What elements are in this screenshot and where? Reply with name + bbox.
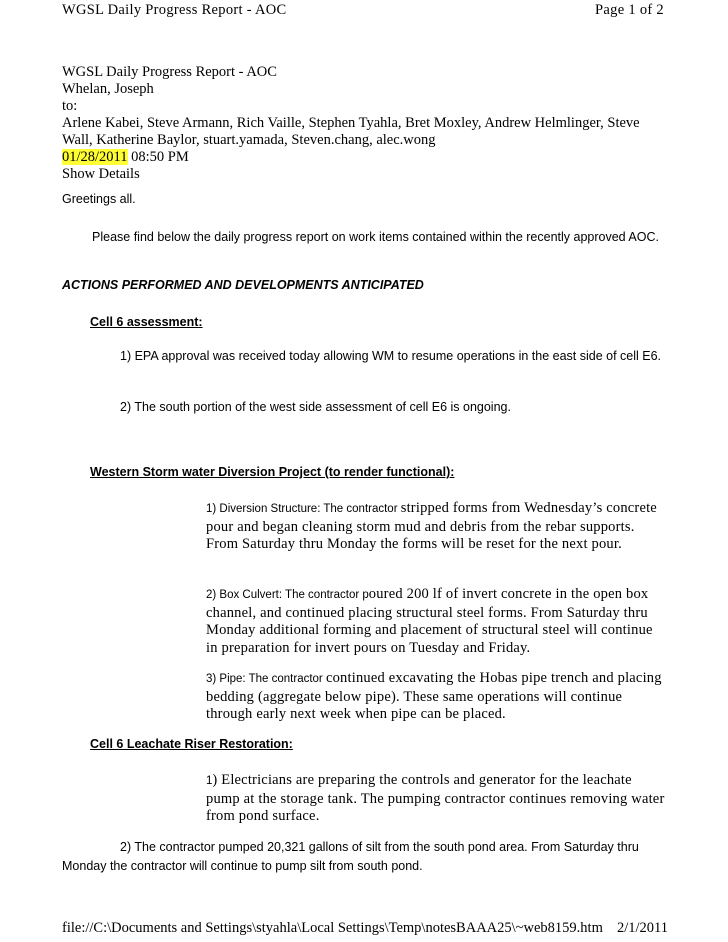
email-recipients-line1: Arlene Kabei, Steve Armann, Rich Vaille, Stephen Tyahla, Bret Moxley, Andrew Helmlinger, Steve <box>62 115 640 131</box>
diversion-structure-item <box>206 500 666 554</box>
cell6-item-1: 1) EPA approval was received today allowing WM to resume operations in the east side of cell E6. <box>120 349 662 363</box>
email-datetime <box>62 149 672 166</box>
box-culvert-item <box>206 586 666 657</box>
email-recipients-line2: Wall, Katherine Baylor, stuart.yamada, Steven.chang, alec.wong <box>62 132 436 148</box>
page-header <box>62 2 664 24</box>
email-to-label: to: <box>62 98 78 114</box>
electricians-text: ) Electricians are preparing the controls and generator for the leachate pump at the storage tank. The pumping contractor continues removing water from pond surface. <box>206 772 665 825</box>
greeting: Greetings all. <box>62 192 136 206</box>
pipe-label: 3) Pipe: The contractor <box>206 673 326 685</box>
email-subject: WGSL Daily Progress Report - AOC <box>62 64 277 80</box>
box-culvert-label: 2) Box Culvert: The contractor p <box>206 589 369 601</box>
email-date-highlight: 01/28/2011 <box>62 149 128 165</box>
email-time: 08:50 PM <box>127 149 189 165</box>
email-from: Whelan, Joseph <box>62 81 154 97</box>
footer-file-path: file://C:\Documents and Settings\styahla\Local Settings\Temp\notesBAAA25\~web8159.htm <box>62 920 603 936</box>
show-details-link[interactable]: Show Details <box>62 166 140 182</box>
western-diversion-heading: Western Storm water Diversion Project (to render functional): <box>90 465 455 479</box>
header-title: WGSL Daily Progress Report - AOC <box>62 2 287 18</box>
email-metadata <box>62 64 672 183</box>
intro-paragraph: Please find below the daily progress report on work items contained within the recently approved AOC. <box>92 230 659 244</box>
footer-date: 2/1/2011 <box>616 920 668 936</box>
header-page-number: Page 1 of 2 <box>595 2 664 18</box>
electricians-label: 1 <box>206 775 213 787</box>
electricians-item <box>206 772 666 826</box>
actions-heading: ACTIONS PERFORMED AND DEVELOPMENTS ANTICIPATED <box>62 278 424 292</box>
diversion-structure-text: stripped forms from Wednesday’s concrete pour and began cleaning storm mud and debris from the rebar supports. From Saturday thru Monday the forms will be reset for the next pour. <box>206 500 657 553</box>
pumping-contractor-item: 2) The contractor pumped 20,321 gallons of silt from the south pond area. From Saturday thru Monday the contractor will continue to pump silt from south pond. <box>62 840 639 873</box>
cell6-assessment-heading: Cell 6 assessment: <box>90 315 203 329</box>
leachate-riser-heading: Cell 6 Leachate Riser Restoration: <box>90 737 293 751</box>
box-culvert-text: oured 200 lf of invert concrete in the open box channel, and continued placing structural steel forms. From Saturday thru Monday additional forming and placement of structural steel will continue in preparation for invert pours on Tuesday and Friday. <box>206 586 653 656</box>
diversion-structure-label: 1) Diversion Structure: The contractor <box>206 503 401 515</box>
pipe-item <box>206 670 666 724</box>
cell6-item-2: 2) The south portion of the west side assessment of cell E6 is ongoing. <box>120 400 511 414</box>
pipe-text: continued excavating the Hobas pipe trench and placing bedding (aggregate below pipe). These same operations will continue through early next week when pipe can be placed. <box>206 670 662 723</box>
